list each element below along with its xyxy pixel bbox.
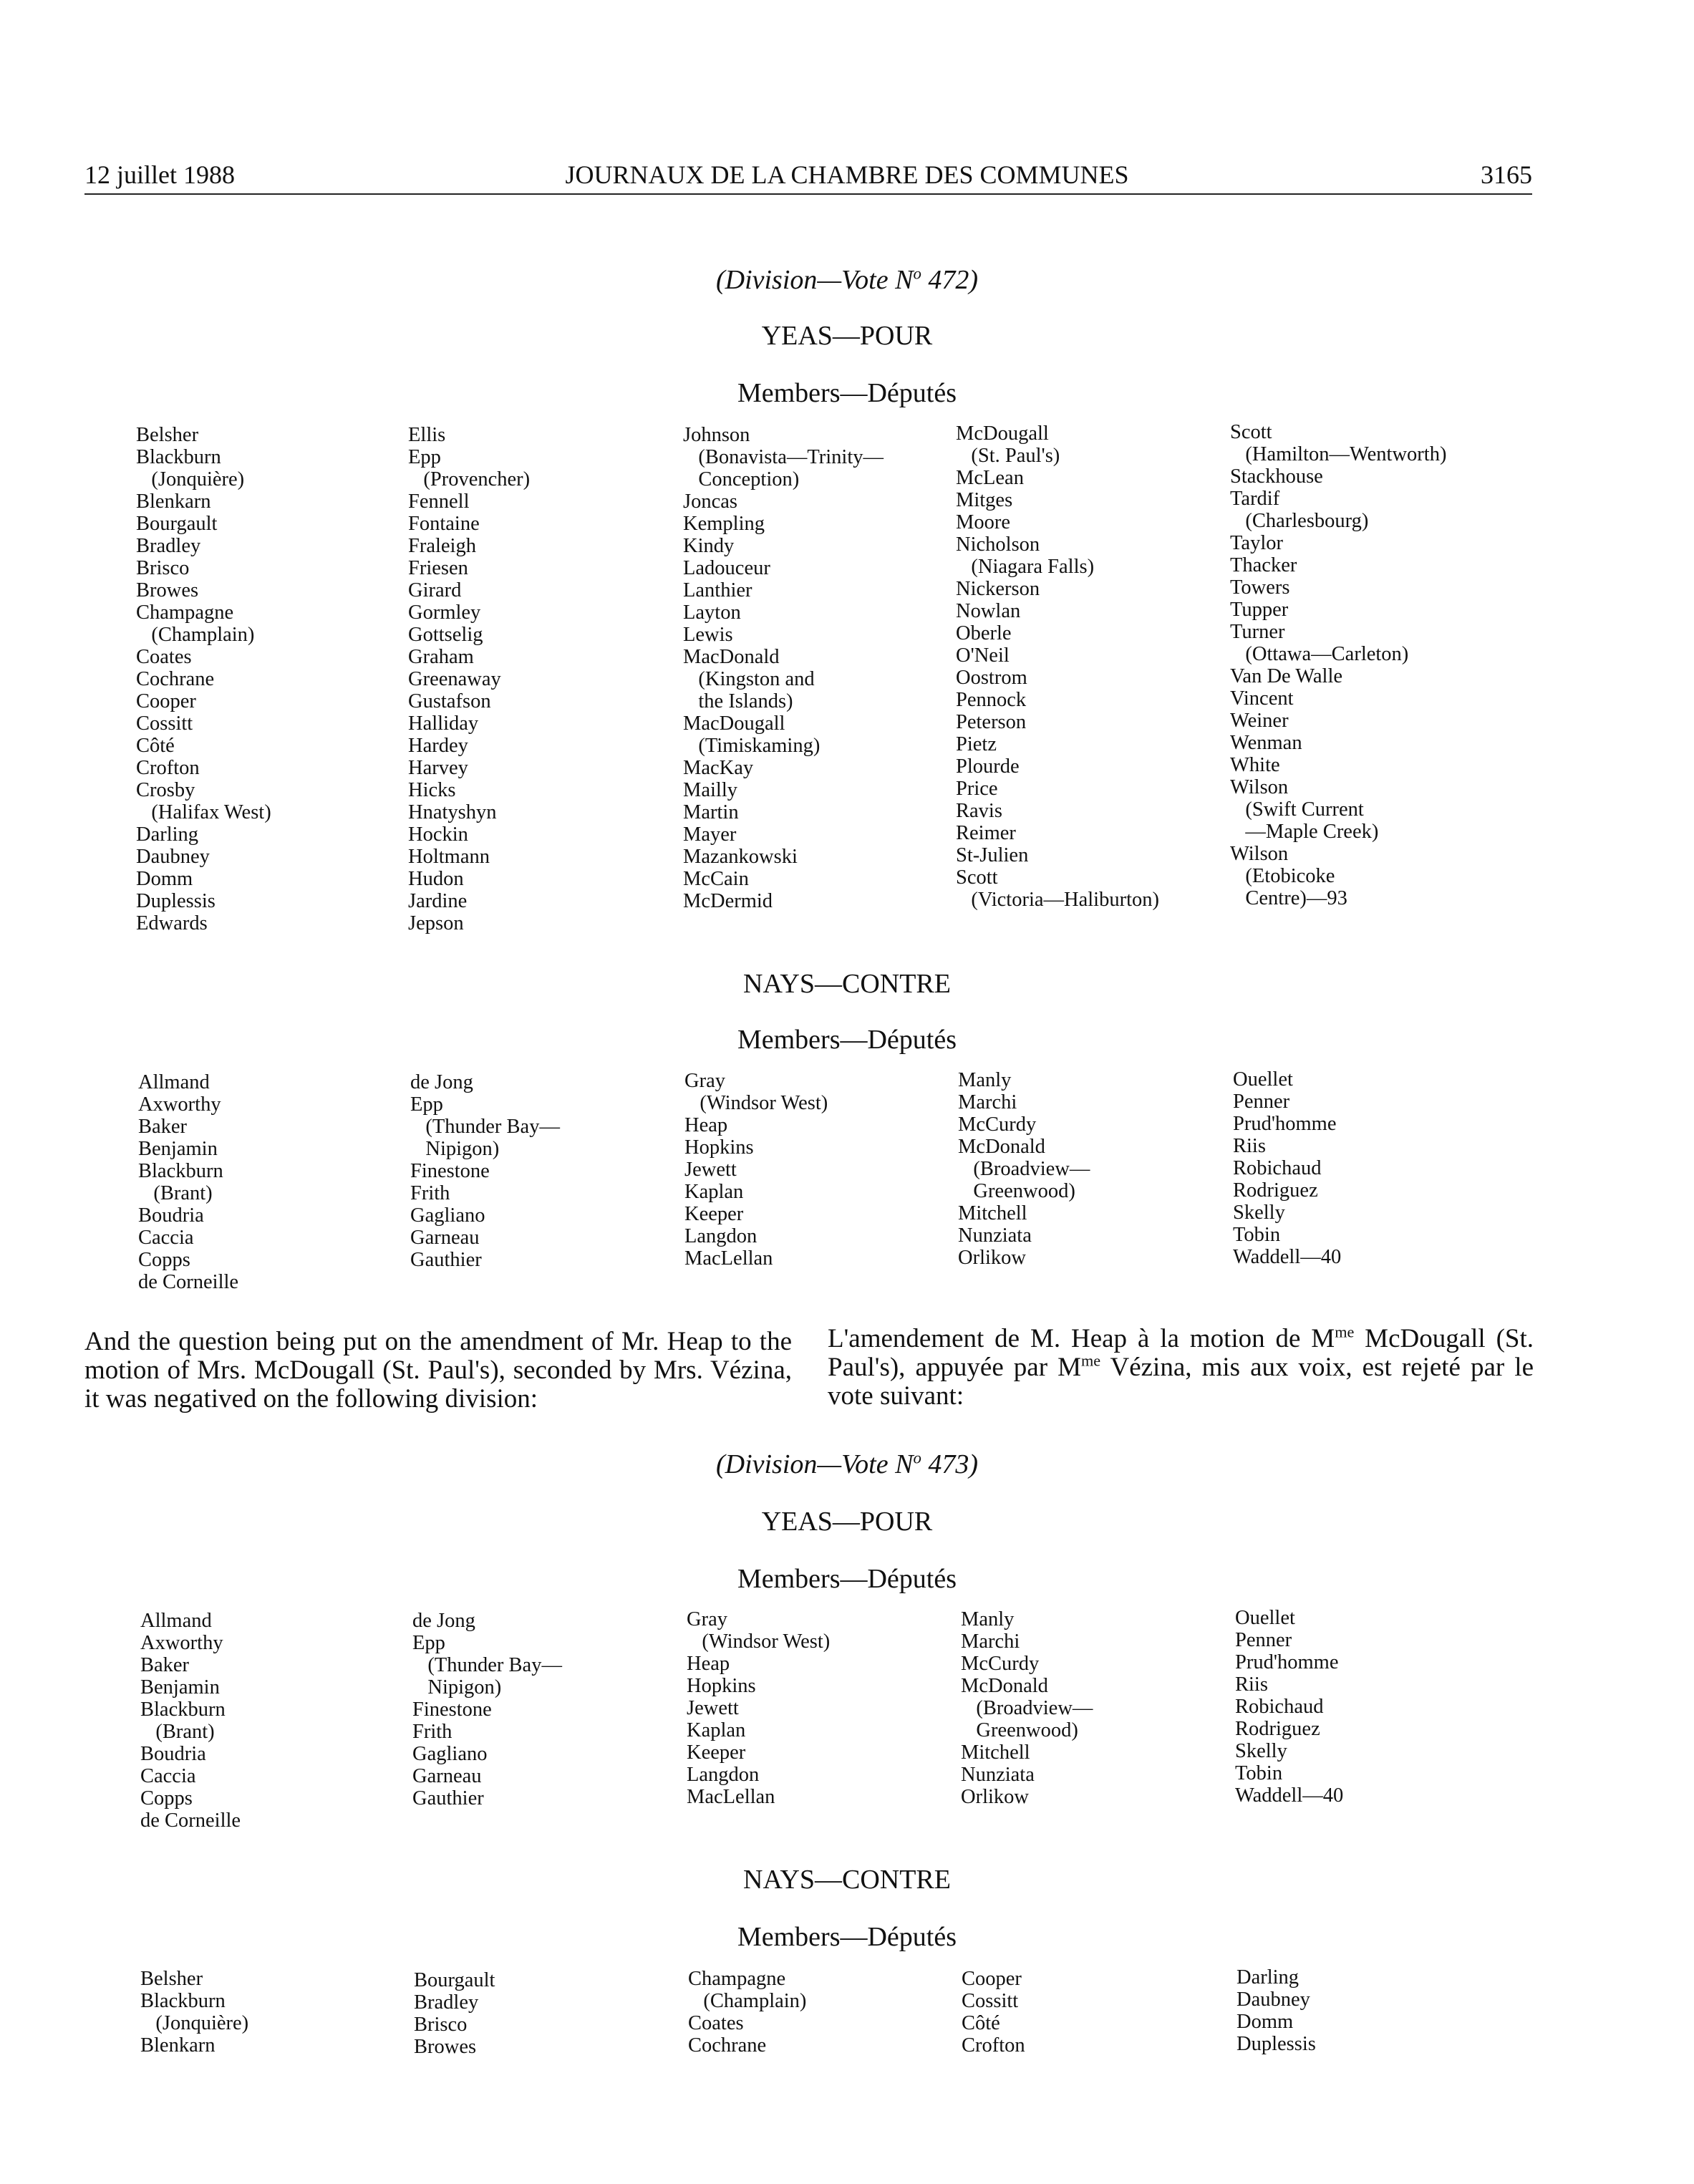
member-name: Gustafson bbox=[408, 690, 491, 712]
division-473-yeas-title: YEAS—POUR bbox=[761, 1507, 933, 1537]
member-name: White bbox=[1230, 754, 1280, 776]
member-name: Orlikow bbox=[961, 1786, 1029, 1808]
member-name: Darling bbox=[1236, 1966, 1299, 1989]
member-name: Rodriguez bbox=[1233, 1179, 1318, 1202]
division-472-nays-subtitle: Members—Députés bbox=[737, 1025, 957, 1055]
division-472-heading bbox=[0, 264, 1694, 296]
division-heading-number: 473) bbox=[921, 1449, 979, 1479]
member-name: Orlikow bbox=[958, 1247, 1026, 1269]
member-name: Allmand bbox=[140, 1610, 212, 1632]
member-name: Taylor bbox=[1230, 532, 1283, 554]
member-name: Garneau bbox=[412, 1765, 482, 1787]
division-473-yeas-col-1 bbox=[140, 1610, 241, 1832]
division-472-nays-title: NAYS—CONTRE bbox=[743, 969, 951, 999]
member-name: (Niagara Falls) bbox=[956, 556, 1095, 578]
member-name: Marchi bbox=[961, 1630, 1020, 1653]
member-name: Jewett bbox=[684, 1159, 737, 1181]
member-name: St-Julien bbox=[956, 844, 1029, 866]
member-name: Friesen bbox=[408, 557, 468, 579]
division-heading-number: 472) bbox=[921, 265, 979, 295]
member-name: de Jong bbox=[412, 1610, 475, 1632]
member-name: Rodriguez bbox=[1235, 1718, 1320, 1740]
member-name: Hnatyshyn bbox=[408, 801, 497, 823]
member-name: Towers bbox=[1230, 576, 1290, 599]
division-472-yeas-col-1 bbox=[136, 424, 271, 934]
member-name: McDougall bbox=[956, 422, 1049, 445]
member-name: Kindy bbox=[683, 535, 735, 557]
member-name: Epp bbox=[412, 1632, 445, 1654]
member-name: Mayer bbox=[683, 823, 737, 846]
division-472-nays-col-3 bbox=[684, 1070, 828, 1270]
member-name: Belsher bbox=[136, 424, 199, 446]
member-name: Skelly bbox=[1235, 1740, 1287, 1762]
member-name: Domm bbox=[1236, 2011, 1294, 2033]
member-name: Van De Walle bbox=[1230, 665, 1343, 687]
member-name: Layton bbox=[683, 601, 741, 624]
member-name: (Provencher) bbox=[408, 468, 531, 491]
member-name: McCurdy bbox=[961, 1653, 1040, 1675]
member-name: Robichaud bbox=[1233, 1157, 1322, 1179]
member-name: (Etobicoke bbox=[1230, 865, 1335, 887]
member-name: Garneau bbox=[410, 1227, 480, 1249]
member-name: Frith bbox=[410, 1182, 450, 1204]
member-name: Manly bbox=[961, 1608, 1015, 1630]
member-name: Hudon bbox=[408, 868, 464, 890]
member-name: MacKay bbox=[683, 757, 754, 779]
member-name: Wilson bbox=[1230, 776, 1289, 798]
member-name: (Windsor West) bbox=[687, 1630, 831, 1653]
member-name: Peterson bbox=[956, 711, 1027, 733]
member-name: Cochrane bbox=[136, 668, 215, 690]
member-name: Blackburn bbox=[136, 446, 221, 468]
member-name: Hockin bbox=[408, 823, 468, 846]
member-name: Riis bbox=[1233, 1135, 1266, 1157]
member-name: Boudria bbox=[138, 1204, 204, 1227]
member-name: Gray bbox=[687, 1608, 727, 1630]
member-name: MacLellan bbox=[684, 1247, 773, 1270]
member-name: (Halifax West) bbox=[136, 801, 271, 823]
member-name: McLean bbox=[956, 467, 1024, 489]
member-name: Hopkins bbox=[687, 1675, 756, 1697]
member-name: MacDougall bbox=[683, 712, 785, 735]
division-472-nays-col-1 bbox=[138, 1071, 238, 1293]
member-name: Bourgault bbox=[414, 1969, 495, 1991]
member-name: Epp bbox=[408, 446, 441, 468]
member-name: McCurdy bbox=[958, 1113, 1037, 1136]
division-473-nays-title: NAYS—CONTRE bbox=[743, 1865, 951, 1895]
member-name: Harvey bbox=[408, 757, 468, 779]
member-name: Finestone bbox=[410, 1160, 490, 1182]
division-472-nays-col-5 bbox=[1233, 1068, 1341, 1268]
member-name: Blackburn bbox=[140, 1699, 226, 1721]
member-name: Daubney bbox=[136, 846, 210, 868]
member-name: Brisco bbox=[136, 557, 190, 579]
member-name: Gray bbox=[684, 1070, 725, 1092]
division-473-nays-col-1 bbox=[140, 1968, 248, 2057]
header-rule bbox=[84, 193, 1532, 195]
header-title: JOURNAUX DE LA CHAMBRE DES COMMUNES bbox=[565, 160, 1129, 189]
member-name: McDonald bbox=[961, 1675, 1048, 1697]
member-name: Ellis bbox=[408, 424, 446, 446]
member-name: Kaplan bbox=[684, 1181, 744, 1203]
member-name: (Thunder Bay— bbox=[412, 1654, 562, 1676]
member-name: Hopkins bbox=[684, 1136, 754, 1159]
member-name: Fraleigh bbox=[408, 535, 476, 557]
member-name: (Champlain) bbox=[688, 1990, 807, 2012]
member-name: McDermid bbox=[683, 890, 773, 912]
member-name: Fennell bbox=[408, 491, 470, 513]
division-473-heading bbox=[0, 1448, 1694, 1481]
member-name: Edwards bbox=[136, 912, 208, 934]
member-name: Greenaway bbox=[408, 668, 501, 690]
division-472-yeas-title: YEAS—POUR bbox=[761, 321, 933, 351]
member-name: Kaplan bbox=[687, 1719, 746, 1741]
member-name: the Islands) bbox=[683, 690, 793, 712]
member-name: Oostrom bbox=[956, 667, 1027, 689]
division-472-nays-col-4 bbox=[958, 1069, 1090, 1269]
member-name: Crosby bbox=[136, 779, 195, 801]
division-473-yeas-col-3 bbox=[687, 1608, 830, 1808]
member-name: —Maple Creek) bbox=[1230, 821, 1379, 843]
paragraph-french-part-2: McDougall (St. Paul's), appuyée par M bbox=[828, 1324, 1534, 1382]
member-name: Cochrane bbox=[688, 2034, 767, 2057]
member-name: Pennock bbox=[956, 689, 1027, 711]
member-name: Nicholson bbox=[956, 533, 1040, 556]
division-472-yeas-subtitle: Members—Députés bbox=[737, 378, 957, 408]
member-name: (Broadview— bbox=[961, 1697, 1093, 1719]
member-name: (Thunder Bay— bbox=[410, 1116, 560, 1138]
division-473-nays-col-4 bbox=[962, 1968, 1025, 2057]
member-name: Epp bbox=[410, 1093, 443, 1116]
member-name: Price bbox=[956, 778, 998, 800]
member-name: Greenwood) bbox=[958, 1180, 1075, 1202]
header-page-number: 3165 bbox=[1481, 160, 1532, 189]
division-472-yeas-col-3 bbox=[683, 424, 884, 912]
member-name: Ravis bbox=[956, 800, 1002, 822]
member-name: Holtmann bbox=[408, 846, 490, 868]
member-name: Robichaud bbox=[1235, 1696, 1324, 1718]
member-name: Brisco bbox=[414, 2014, 468, 2036]
member-name: Moore bbox=[956, 511, 1010, 533]
member-name: Wenman bbox=[1230, 732, 1302, 754]
member-name: Benjamin bbox=[138, 1138, 218, 1160]
member-name: Champagne bbox=[136, 601, 234, 624]
member-name: (St. Paul's) bbox=[956, 445, 1060, 467]
member-name: Côté bbox=[136, 735, 175, 757]
division-473-nays-col-3 bbox=[688, 1968, 806, 2057]
member-name: Tobin bbox=[1233, 1224, 1281, 1246]
member-name: de Corneille bbox=[138, 1271, 239, 1293]
member-name: Langdon bbox=[684, 1225, 758, 1247]
member-name: Nowlan bbox=[956, 600, 1021, 622]
member-name: Prud'homme bbox=[1233, 1113, 1337, 1135]
member-name: Gottselig bbox=[408, 624, 483, 646]
header-date: 12 juillet 1988 bbox=[84, 160, 235, 189]
member-name: Marchi bbox=[958, 1091, 1017, 1113]
member-name: O'Neil bbox=[956, 644, 1010, 667]
member-name: Jewett bbox=[687, 1697, 739, 1719]
member-name: Baker bbox=[140, 1654, 190, 1676]
member-name: Mazankowski bbox=[683, 846, 798, 868]
member-name: Cooper bbox=[962, 1968, 1022, 1990]
member-name: Darling bbox=[136, 823, 199, 846]
member-name: (Broadview— bbox=[958, 1158, 1090, 1180]
member-name: Axworthy bbox=[138, 1093, 221, 1116]
member-name: Nipigon) bbox=[410, 1138, 500, 1160]
member-name: Nunziata bbox=[961, 1764, 1035, 1786]
member-name: Coates bbox=[136, 646, 192, 668]
division-472-yeas-col-2 bbox=[408, 424, 530, 934]
member-name: Daubney bbox=[1236, 1989, 1310, 2011]
member-name: (Hamilton—Wentworth) bbox=[1230, 443, 1447, 465]
member-name: Heap bbox=[684, 1114, 728, 1136]
member-name: Tupper bbox=[1230, 599, 1289, 621]
division-heading-sup: o bbox=[913, 1449, 921, 1467]
member-name: Copps bbox=[140, 1787, 193, 1809]
member-name: (Bonavista—Trinity— bbox=[683, 446, 884, 468]
member-name: Tobin bbox=[1235, 1762, 1283, 1784]
member-name: Langdon bbox=[687, 1764, 760, 1786]
member-name: Caccia bbox=[138, 1227, 194, 1249]
paragraph-english: And the question being put on the amendment of Mr. Heap to the motion of Mrs. McDougall (St. Paul's), seconded by Mrs. Vézina, it was negatived on the following division: bbox=[84, 1327, 792, 1414]
member-name: MacDonald bbox=[683, 646, 780, 668]
member-name: Scott bbox=[956, 866, 998, 889]
division-472-yeas-col-4 bbox=[956, 422, 1159, 911]
member-name: Belsher bbox=[140, 1968, 203, 1990]
member-name: Gagliano bbox=[412, 1743, 488, 1765]
member-name: Mitchell bbox=[958, 1202, 1027, 1224]
member-name: (Champlain) bbox=[136, 624, 255, 646]
member-name: (Ottawa—Carleton) bbox=[1230, 643, 1409, 665]
member-name: Hicks bbox=[408, 779, 456, 801]
member-name: Gormley bbox=[408, 601, 481, 624]
member-name: Ladouceur bbox=[683, 557, 770, 579]
division-473-yeas-col-2 bbox=[412, 1610, 562, 1809]
member-name: (Windsor West) bbox=[684, 1092, 828, 1114]
member-name: Keeper bbox=[687, 1741, 746, 1764]
member-name: Cooper bbox=[136, 690, 196, 712]
member-name: Penner bbox=[1235, 1629, 1292, 1651]
member-name: (Victoria—Haliburton) bbox=[956, 889, 1159, 911]
member-name: Prud'homme bbox=[1235, 1651, 1339, 1673]
member-name: Penner bbox=[1233, 1091, 1290, 1113]
member-name: Ouellet bbox=[1233, 1068, 1293, 1091]
member-name: (Charlesbourg) bbox=[1230, 510, 1369, 532]
division-heading-sup: o bbox=[913, 264, 921, 283]
member-name: Wilson bbox=[1230, 843, 1289, 865]
member-name: de Corneille bbox=[140, 1809, 241, 1832]
member-name: Weiner bbox=[1230, 710, 1289, 732]
member-name: Bourgault bbox=[136, 513, 218, 535]
member-name: McDonald bbox=[958, 1136, 1045, 1158]
member-name: Plourde bbox=[956, 755, 1020, 778]
member-name: Keeper bbox=[684, 1203, 744, 1225]
member-name: Baker bbox=[138, 1116, 188, 1138]
member-name: Tardif bbox=[1230, 488, 1280, 510]
division-473-nays-col-2 bbox=[414, 1969, 495, 2058]
member-name: Crofton bbox=[136, 757, 200, 779]
paragraph-french-part-3: Vézina, mis aux voix, est rejeté par le vote suivant: bbox=[828, 1353, 1534, 1411]
member-name: Gauthier bbox=[412, 1787, 484, 1809]
member-name: Girard bbox=[408, 579, 462, 601]
member-name: Oberle bbox=[956, 622, 1012, 644]
member-name: Waddell—40 bbox=[1233, 1246, 1342, 1268]
member-name: Duplessis bbox=[1236, 2033, 1316, 2055]
member-name: Martin bbox=[683, 801, 739, 823]
member-name: Nipigon) bbox=[412, 1676, 502, 1699]
member-name: Scott bbox=[1230, 421, 1272, 443]
member-name: Domm bbox=[136, 868, 193, 890]
member-name: Frith bbox=[412, 1721, 452, 1743]
member-name: Vincent bbox=[1230, 687, 1294, 710]
member-name: Reimer bbox=[956, 822, 1016, 844]
member-name: de Jong bbox=[410, 1071, 473, 1093]
member-name: Thacker bbox=[1230, 554, 1297, 576]
member-name: Caccia bbox=[140, 1765, 196, 1787]
member-name: Axworthy bbox=[140, 1632, 223, 1654]
division-473-yeas-col-5 bbox=[1235, 1607, 1343, 1807]
member-name: Jepson bbox=[408, 912, 464, 934]
member-name: Nickerson bbox=[956, 578, 1040, 600]
member-name: Duplessis bbox=[136, 890, 216, 912]
member-name: Finestone bbox=[412, 1699, 492, 1721]
member-name: Cossitt bbox=[136, 712, 193, 735]
member-name: Pietz bbox=[956, 733, 997, 755]
division-473-nays-col-5 bbox=[1236, 1966, 1316, 2055]
member-name: Bradley bbox=[136, 535, 201, 557]
member-name: MacLellan bbox=[687, 1786, 775, 1808]
member-name: Gauthier bbox=[410, 1249, 482, 1271]
paragraph-french-sup-2: me bbox=[1081, 1351, 1101, 1370]
member-name: Johnson bbox=[683, 424, 750, 446]
member-name: Lewis bbox=[683, 624, 733, 646]
member-name: Heap bbox=[687, 1653, 730, 1675]
member-name: Bradley bbox=[414, 1991, 479, 2014]
division-heading-prefix: (Division—Vote N bbox=[715, 1449, 914, 1479]
member-name: Manly bbox=[958, 1069, 1012, 1091]
member-name: Benjamin bbox=[140, 1676, 220, 1699]
division-472-nays-col-2 bbox=[410, 1071, 560, 1271]
division-473-yeas-col-4 bbox=[961, 1608, 1093, 1808]
division-heading-prefix: (Division—Vote N bbox=[715, 265, 914, 295]
member-name: Graham bbox=[408, 646, 474, 668]
member-name: Browes bbox=[136, 579, 199, 601]
member-name: Allmand bbox=[138, 1071, 210, 1093]
member-name: Skelly bbox=[1233, 1202, 1285, 1224]
member-name: Hardey bbox=[408, 735, 468, 757]
member-name: McCain bbox=[683, 868, 749, 890]
member-name: Mailly bbox=[683, 779, 737, 801]
division-473-nays-subtitle: Members—Députés bbox=[737, 1922, 957, 1952]
paragraph-french-part-1: L'amendement de M. Heap à la motion de M bbox=[828, 1324, 1335, 1353]
member-name: (Jonquière) bbox=[136, 468, 245, 491]
member-name: Blackburn bbox=[138, 1160, 223, 1182]
member-name: Jardine bbox=[408, 890, 468, 912]
division-472-yeas-col-5 bbox=[1230, 421, 1446, 909]
member-name: Stackhouse bbox=[1230, 465, 1323, 488]
member-name: Côté bbox=[962, 2012, 1000, 2034]
member-name: Fontaine bbox=[408, 513, 480, 535]
member-name: Joncas bbox=[683, 491, 737, 513]
member-name: Ouellet bbox=[1235, 1607, 1295, 1629]
member-name: Centre)—93 bbox=[1230, 887, 1347, 909]
paragraph-french-sup-1: me bbox=[1335, 1323, 1355, 1341]
member-name: Copps bbox=[138, 1249, 190, 1271]
member-name: Mitges bbox=[956, 489, 1013, 511]
member-name: (Jonquière) bbox=[140, 2012, 249, 2034]
member-name: (Brant) bbox=[138, 1182, 213, 1204]
division-473-yeas-subtitle: Members—Députés bbox=[737, 1564, 957, 1594]
member-name: Gagliano bbox=[410, 1204, 485, 1227]
member-name: (Brant) bbox=[140, 1721, 215, 1743]
member-name: Turner bbox=[1230, 621, 1285, 643]
member-name: Kempling bbox=[683, 513, 765, 535]
member-name: Greenwood) bbox=[961, 1719, 1078, 1741]
member-name: Cossitt bbox=[962, 1990, 1019, 2012]
member-name: Blenkarn bbox=[140, 2034, 216, 2057]
member-name: Waddell—40 bbox=[1235, 1784, 1344, 1807]
member-name: Nunziata bbox=[958, 1224, 1032, 1247]
member-name: Conception) bbox=[683, 468, 800, 491]
member-name: (Swift Current bbox=[1230, 798, 1364, 821]
member-name: Boudria bbox=[140, 1743, 206, 1765]
member-name: Mitchell bbox=[961, 1741, 1030, 1764]
member-name: Browes bbox=[414, 2036, 477, 2058]
member-name: Coates bbox=[688, 2012, 744, 2034]
member-name: Blenkarn bbox=[136, 491, 211, 513]
member-name: Crofton bbox=[962, 2034, 1025, 2057]
paragraph-french bbox=[828, 1325, 1534, 1411]
member-name: Lanthier bbox=[683, 579, 752, 601]
member-name: Blackburn bbox=[140, 1990, 226, 2012]
member-name: Halliday bbox=[408, 712, 479, 735]
member-name: (Timiskaming) bbox=[683, 735, 821, 757]
member-name: (Kingston and bbox=[683, 668, 815, 690]
member-name: Champagne bbox=[688, 1968, 786, 1990]
member-name: Riis bbox=[1235, 1673, 1268, 1696]
